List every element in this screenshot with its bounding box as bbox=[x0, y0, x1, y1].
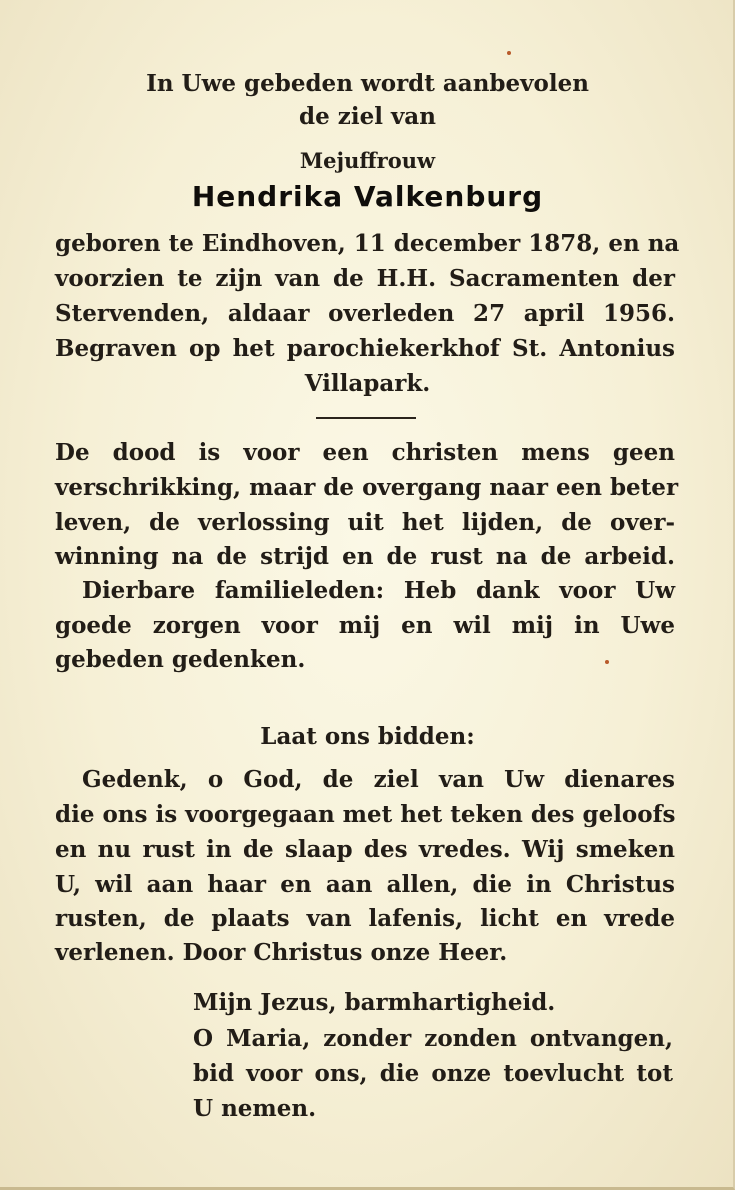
meditation-line-1: De dood is voor een christen mens geen bbox=[55, 439, 675, 466]
honorific: Mejuffrouw bbox=[299, 148, 436, 173]
prayer-line-5: rusten, de plaats van lafenis, licht en vrede bbox=[55, 905, 675, 932]
meditation-line-3: leven, de verlossing uit het lijden, de over- bbox=[55, 509, 675, 536]
invocation-line-2: O Maria, zonder zonden ontvangen, bbox=[193, 1025, 673, 1052]
prayer-line-1: Gedenk, o God, de ziel van Uw dienares bbox=[82, 766, 675, 793]
ink-speck-right bbox=[605, 660, 609, 664]
bio-line-5: Villapark. bbox=[304, 370, 431, 397]
meditation-line-6: goede zorgen voor mij en wil mij in Uwe bbox=[55, 612, 675, 639]
prayer-heading: Laat ons bidden: bbox=[260, 723, 475, 750]
prayer-line-6: verlenen. Door Christus onze Heer. bbox=[55, 939, 508, 966]
bio-line-4: Begraven op het parochiekerkhof St. Antonius bbox=[55, 335, 675, 362]
section-divider bbox=[316, 417, 416, 419]
invocation-line-4: U nemen. bbox=[193, 1095, 317, 1122]
ink-speck-top bbox=[507, 51, 511, 55]
prayer-line-2: die ons is voorgegaan met het teken des geloofs bbox=[55, 801, 676, 828]
deceased-name: Hendrika Valkenburg bbox=[191, 180, 544, 213]
invocation-line-3: bid voor ons, die onze toevlucht tot bbox=[193, 1060, 673, 1087]
bio-line-3: Stervenden, aldaar overleden 27 april 1956. bbox=[55, 300, 675, 327]
intro-line-2: de ziel van bbox=[299, 103, 436, 130]
prayer-line-4: U, wil aan haar en aan allen, die in Christus bbox=[55, 871, 675, 898]
meditation-line-5: Dierbare familieleden: Heb dank voor Uw bbox=[82, 577, 675, 604]
bio-line-2: voorzien te zijn van de H.H. Sacramenten der bbox=[55, 265, 675, 292]
intro-line-1: In Uwe gebeden wordt aanbevolen bbox=[146, 70, 589, 97]
meditation-line-2: verschrikking, maar de overgang naar een beter bbox=[55, 474, 679, 501]
bio-line-1: geboren te Eindhoven, 11 december 1878, en na bbox=[55, 230, 680, 257]
prayer-line-3: en nu rust in de slaap des vredes. Wij smeken bbox=[55, 836, 675, 863]
meditation-line-4: winning na de strijd en de rust na de arbeid. bbox=[55, 543, 675, 570]
meditation-line-7: gebeden gedenken. bbox=[55, 646, 306, 673]
invocation-line-1: Mijn Jezus, barmhartigheid. bbox=[193, 989, 556, 1016]
